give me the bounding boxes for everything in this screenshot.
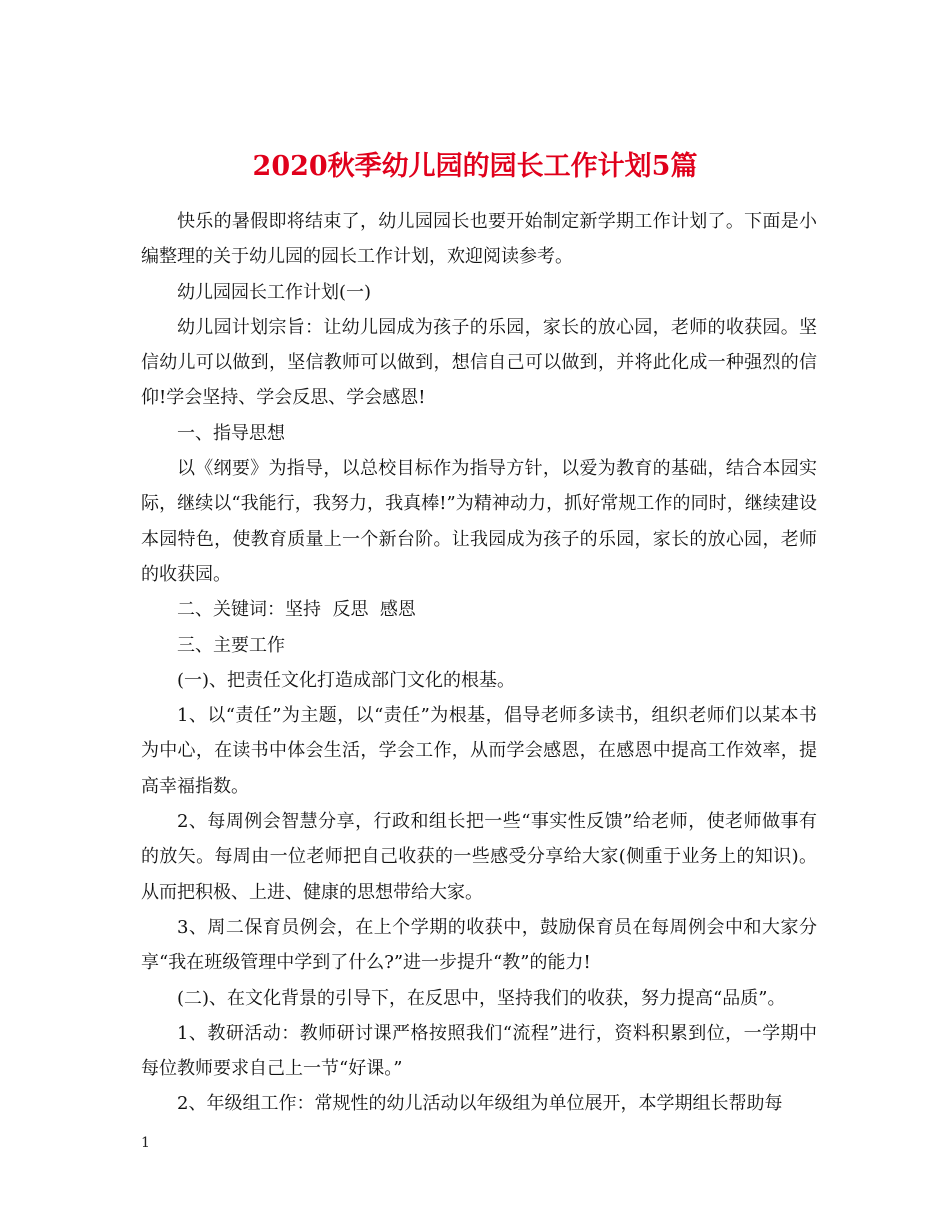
paragraph-intro: 快乐的暑假即将结束了，幼儿园园长也要开始制定新学期工作计划了。下面是小编整理的关于幼儿园的园长工作计划，欢迎阅读参考。 [141,211,817,268]
paragraph-subheading-two: (二)、在文化背景的引导下，在反思中，坚持我们的收获，努力提高“品质”。 [177,987,786,1009]
page-number: 1 [141,1135,150,1151]
paragraph-section-heading: 幼儿园园长工作计划(一) [177,281,372,303]
document-body [141,204,817,1122]
paragraph-purpose: 幼儿园计划宗旨：让幼儿园成为孩子的乐园，家长的放心园，老师的收获园。坚信幼儿可以做到，坚信教师可以做到，想信自己可以做到，并将此化成一种强烈的信仰!学会坚持、学会反思、学会感恩! [141,316,817,409]
paragraph-heading-guiding-thought: 一、指导思想 [177,422,285,444]
paragraph-heading-main-work: 三、主要工作 [177,634,285,656]
paragraph-guiding-thought: 以《纲要》为指导，以总校目标作为指导方针，以爱为教育的基础，结合本园实际，继续以“我能行，我努力，我真棒!”为精神动力，抓好常规工作的同时，继续建设本园特色，使教育质量上一个新台阶。让我园成为孩子的乐园，家长的放心园，老师的收获园。 [141,458,817,585]
paragraph-grade-group-work: 2、年级组工作：常规性的幼儿活动以年级组为单位展开，本学期组长帮助每 [177,1093,783,1115]
paragraph-item-1: 1、以“责任”为主题，以“责任”为根基，倡导老师多读书，组织老师们以某本书为中心，在读书中体会生活，学会工作，从而学会感恩，在感恩中提高工作效率，提高幸福指数。 [141,705,817,797]
document-title: 2020秋季幼儿园的园长工作计划5篇 [252,151,698,183]
paragraph-item-2: 2、每周例会智慧分享，行政和组长把一些“事实性反馈”给老师，使老师做事有的放矢。每周由一位老师把自己收获的一些感受分享给大家(侧重于业务上的知识)。从而把积极、上进、健康的思想带给大家。 [141,811,817,903]
paragraph-subheading-one: (一)、把责任文化打造成部门文化的根基。 [177,669,516,691]
paragraph-item-3: 3、周二保育员例会，在上个学期的收获中，鼓励保育员在每周例会中和大家分享“我在班级管理中学到了什么?”进一步提升“教”的能力! [141,916,817,974]
paragraph-keywords: 二、关键词：坚持 反思 感恩 [177,599,416,621]
paragraph-research-activity: 1、教研活动：教师研讨课严格按照我们“流程”进行，资料积累到位，一学期中每位教师要求自己上一节“好课。” [141,1022,817,1080]
